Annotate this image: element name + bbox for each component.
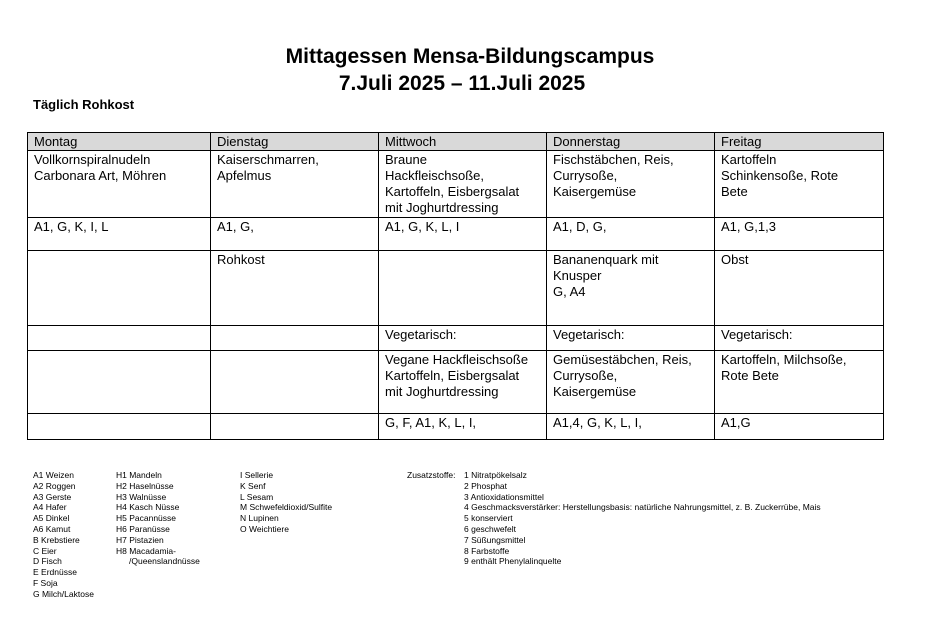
menu-cell-thursday bbox=[547, 326, 715, 351]
allergen-item: A2 Roggen bbox=[33, 480, 76, 491]
allergen-item: D Fisch bbox=[33, 556, 62, 567]
allergen-item: A3 Gerste bbox=[33, 491, 72, 502]
menu-row bbox=[28, 326, 884, 351]
menu-cell-tuesday bbox=[211, 351, 379, 414]
allergen-item: O Weichtiere bbox=[240, 523, 289, 534]
allergen-item: H2 Haselnüsse bbox=[116, 480, 174, 491]
menu-cell-friday bbox=[715, 251, 884, 326]
allergen-legend-col2 bbox=[116, 470, 200, 567]
menu-cell-tuesday bbox=[211, 251, 379, 326]
menu-cell-line: Vegetarisch: bbox=[553, 327, 625, 342]
menu-cell-tuesday bbox=[211, 326, 379, 351]
allergen-item: H7 Pistazien bbox=[116, 534, 164, 545]
menu-cell-line: Apfelmus bbox=[217, 168, 272, 183]
menu-cell-line: G, A4 bbox=[553, 284, 586, 299]
allergen-item: H5 Pacannüsse bbox=[116, 513, 177, 524]
menu-cell-line: mit Joghurtdressing bbox=[385, 200, 499, 215]
menu-cell-line: A1, G,1,3 bbox=[721, 219, 776, 234]
menu-cell-line: Fischstäbchen, Reis, bbox=[553, 152, 674, 167]
menu-cell-line: Gemüsestäbchen, Reis, bbox=[553, 352, 692, 367]
allergen-item: /Queenslandnüsse bbox=[129, 556, 200, 567]
menu-cell-line: Rohkost bbox=[217, 252, 265, 267]
menu-cell-line: Kaiserschmarren, bbox=[217, 152, 319, 167]
allergen-item: F Soja bbox=[33, 577, 58, 588]
menu-cell-line: Kaisergemüse bbox=[553, 384, 637, 399]
menu-cell-monday bbox=[28, 151, 211, 218]
menu-cell-line: Kartoffeln bbox=[721, 152, 777, 167]
additives-label: Zusatzstoffe: bbox=[407, 470, 456, 480]
allergen-item: M Schwefeldioxid/Sulfite bbox=[240, 502, 333, 513]
menu-cell-friday bbox=[715, 414, 884, 440]
menu-cell-line: Currysoße, bbox=[553, 168, 618, 183]
menu-cell-monday bbox=[28, 218, 211, 251]
allergen-legend-col1 bbox=[33, 470, 94, 600]
allergen-item: C Eier bbox=[33, 545, 57, 556]
menu-cell-line: A1,4, G, K, L, I, bbox=[553, 415, 642, 430]
menu-row bbox=[28, 218, 884, 251]
menu-cell-thursday bbox=[547, 151, 715, 218]
additive-item: 7 Süßungsmittel bbox=[464, 534, 526, 545]
menu-cell-thursday bbox=[547, 414, 715, 440]
menu-cell-line: G, F, A1, K, L, I, bbox=[385, 415, 477, 430]
additive-item: 9 enthält Phenylalinquelte bbox=[464, 556, 562, 567]
allergen-legend-col3 bbox=[240, 470, 332, 535]
allergen-item: A4 Hafer bbox=[33, 502, 67, 513]
menu-cell-line: Hackfleischsoße, bbox=[385, 168, 484, 183]
menu-cell-monday bbox=[28, 414, 211, 440]
daily-note: Täglich Rohkost bbox=[33, 97, 135, 112]
day-header-monday: Montag bbox=[28, 133, 211, 151]
allergen-item: B Krebstiere bbox=[33, 534, 80, 545]
menu-table bbox=[27, 132, 884, 440]
allergen-item: H8 Macadamia- bbox=[116, 545, 176, 556]
day-header-thursday: Donnerstag bbox=[547, 133, 715, 151]
menu-row bbox=[28, 351, 884, 414]
menu-cell-friday bbox=[715, 218, 884, 251]
menu-cell-friday bbox=[715, 151, 884, 218]
additive-item: 5 konserviert bbox=[464, 513, 513, 524]
menu-row bbox=[28, 151, 884, 218]
menu-cell-line: Rote Bete bbox=[721, 368, 779, 383]
menu-cell-line: Bete bbox=[721, 184, 748, 199]
menu-cell-line: Knusper bbox=[553, 268, 602, 283]
allergen-item: H3 Walnüsse bbox=[116, 491, 167, 502]
day-header-wednesday: Mittwoch bbox=[379, 133, 547, 151]
menu-cell-thursday bbox=[547, 218, 715, 251]
menu-cell-line: Vegetarisch: bbox=[721, 327, 793, 342]
menu-cell-friday bbox=[715, 326, 884, 351]
menu-cell-line: mit Joghurtdressing bbox=[385, 384, 499, 399]
allergen-item: G Milch/Laktose bbox=[33, 588, 94, 599]
menu-cell-wednesday bbox=[379, 326, 547, 351]
allergen-item: A6 Kamut bbox=[33, 523, 71, 534]
allergen-item: N Lupinen bbox=[240, 513, 279, 524]
menu-cell-line: A1,G bbox=[721, 415, 751, 430]
menu-cell-line: Vollkornspiralnudeln bbox=[34, 152, 151, 167]
menu-cell-line: Carbonara Art, Möhren bbox=[34, 168, 167, 183]
menu-cell-tuesday bbox=[211, 414, 379, 440]
allergen-item: A5 Dinkel bbox=[33, 513, 70, 524]
menu-cell-line: Kartoffeln, Eisbergsalat bbox=[385, 184, 520, 199]
menu-cell-monday bbox=[28, 351, 211, 414]
menu-cell-friday bbox=[715, 351, 884, 414]
menu-row bbox=[28, 414, 884, 440]
menu-cell-wednesday bbox=[379, 414, 547, 440]
additive-item: 4 Geschmacksverstärker: Herstellungsbasis: natürliche Nahrungsmittel, z. B. Zuckerrübe, Mais bbox=[464, 502, 821, 513]
menu-cell-line: Schinkensoße, Rote bbox=[721, 168, 839, 183]
menu-cell-line: Kartoffeln, Eisbergsalat bbox=[385, 368, 520, 383]
menu-body bbox=[28, 151, 884, 440]
menu-cell-thursday bbox=[547, 251, 715, 326]
menu-cell-tuesday bbox=[211, 218, 379, 251]
additive-item: 3 Antioxidationsmittel bbox=[464, 491, 544, 502]
allergen-item: K Senf bbox=[240, 480, 266, 491]
allergen-item: L Sesam bbox=[240, 491, 274, 502]
additive-item: 8 Farbstoffe bbox=[464, 545, 510, 556]
day-header-friday: Freitag bbox=[715, 133, 884, 151]
day-header-tuesday: Dienstag bbox=[211, 133, 379, 151]
menu-cell-line: A1, G, bbox=[217, 219, 254, 234]
allergen-item: I Sellerie bbox=[240, 470, 274, 480]
page-title: Mittagessen Mensa-Bildungscampus bbox=[285, 45, 655, 68]
menu-cell-tuesday bbox=[211, 151, 379, 218]
menu-cell-line: Kartoffeln, Milchsoße, bbox=[721, 352, 847, 367]
day-header-row bbox=[28, 133, 884, 151]
menu-cell-wednesday bbox=[379, 151, 547, 218]
menu-row bbox=[28, 251, 884, 326]
additive-item: 6 geschwefelt bbox=[464, 523, 516, 534]
additives-legend bbox=[464, 470, 821, 567]
allergen-item: H4 Kasch Nüsse bbox=[116, 502, 180, 513]
allergen-item: H6 Paranüsse bbox=[116, 523, 170, 534]
menu-cell-line: A1, G, K, I, L bbox=[34, 219, 109, 234]
menu-cell-line: Braune bbox=[385, 152, 427, 167]
menu-cell-line: Bananenquark mit bbox=[553, 252, 659, 267]
date-range: 7.Juli 2025 – 11.Juli 2025 bbox=[338, 72, 586, 95]
menu-cell-thursday bbox=[547, 351, 715, 414]
menu-cell-line: A1, D, G, bbox=[553, 219, 607, 234]
allergen-item: E Erdnüsse bbox=[33, 567, 77, 578]
menu-cell-line: Vegetarisch: bbox=[385, 327, 457, 342]
menu-cell-wednesday bbox=[379, 251, 547, 326]
menu-cell-line: A1, G, K, L, I bbox=[385, 219, 460, 234]
menu-cell-monday bbox=[28, 326, 211, 351]
additive-item: 2 Phosphat bbox=[464, 480, 508, 491]
menu-cell-wednesday bbox=[379, 351, 547, 414]
menu-cell-line: Currysoße, bbox=[553, 368, 618, 383]
menu-cell-line: Obst bbox=[721, 252, 749, 267]
additive-item: 1 Nitratpökelsalz bbox=[464, 470, 527, 480]
menu-cell-monday bbox=[28, 251, 211, 326]
menu-cell-line: Vegane Hackfleischsoße bbox=[385, 352, 529, 367]
allergen-item: H1 Mandeln bbox=[116, 470, 162, 480]
allergen-item: A1 Weizen bbox=[33, 470, 74, 480]
menu-cell-wednesday bbox=[379, 218, 547, 251]
menu-cell-line: Kaisergemüse bbox=[553, 184, 637, 199]
